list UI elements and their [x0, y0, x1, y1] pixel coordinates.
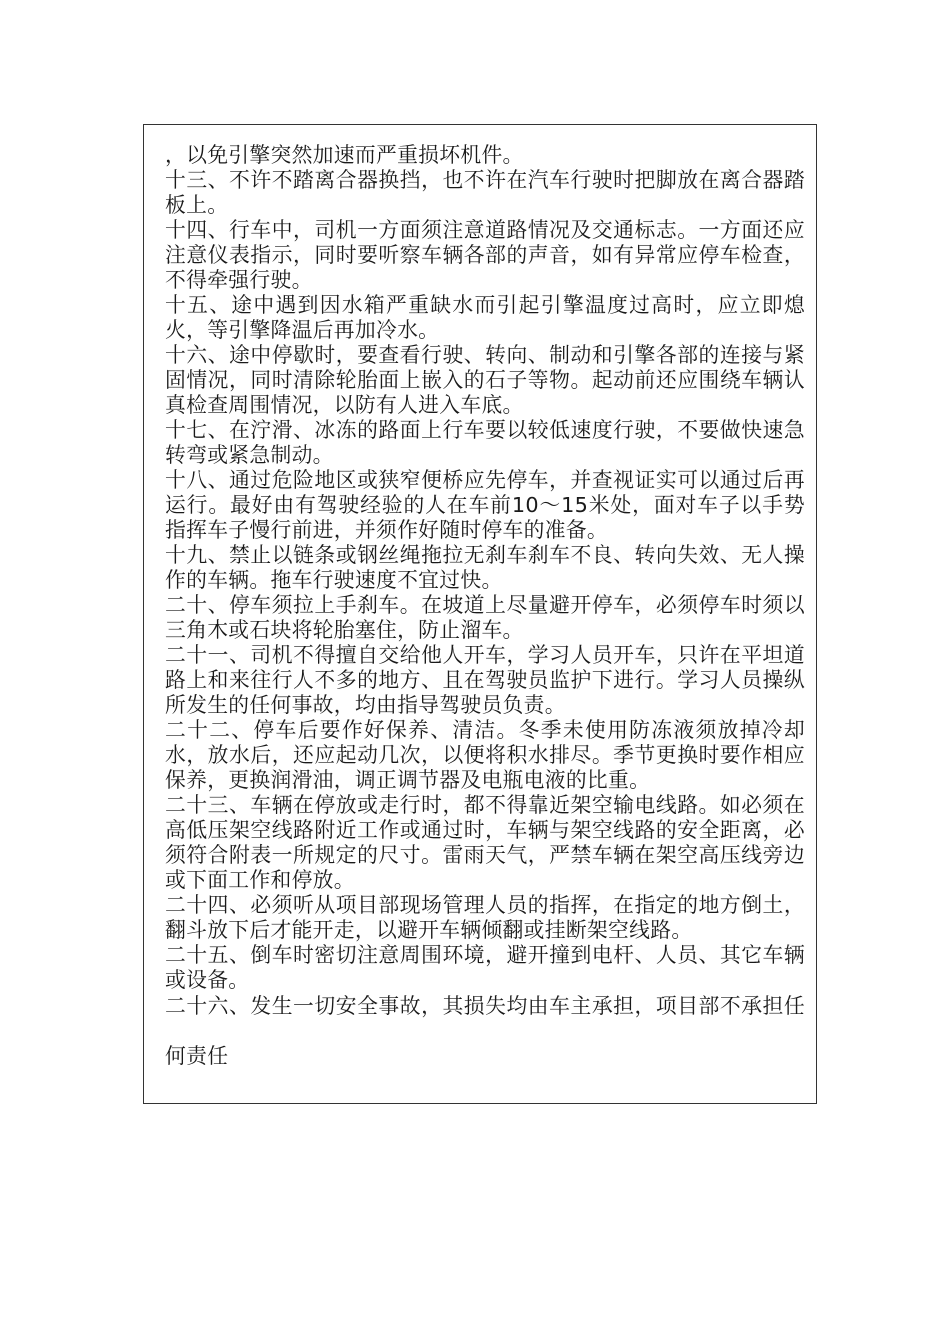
- document-frame: [143, 124, 817, 1104]
- paragraph-rule-20: 二十、停车须拉上手刹车。在坡道上尽量避开停车，必须停车时须以三角木或石块将轮胎塞住，防止溜车。: [165, 593, 805, 642]
- paragraph-rule-21: 二十一、司机不得擅自交给他人开车，学习人员开车，只许在平坦道路上和来往行人不多的地方、且在驾驶员监护下进行。学习人员操纵所发生的任何事故，均由指导驾驶员负责。: [165, 643, 805, 717]
- paragraph-rule-17: 十七、在泞滑、冰冻的路面上行车要以较低速度行驶，不要做快速急转弯或紧急制动。: [165, 418, 805, 467]
- paragraph-rule-14: 十四、行车中，司机一方面须注意道路情况及交通标志。一方面还应注意仪表指示，同时要听察车辆各部的声音，如有异常应停车检查，不得牵强行驶。: [165, 218, 805, 292]
- paragraph-rule-19: 十九、禁止以链条或钢丝绳拖拉无刹车刹车不良、转向失效、无人操作的车辆。拖车行驶速度不宜过快。: [165, 543, 805, 592]
- document-body: [165, 143, 805, 1081]
- paragraph-rule-15: 十五、途中遇到因水箱严重缺水而引起引擎温度过高时，应立即熄火，等引擎降温后再加冷水。: [165, 293, 805, 342]
- paragraph-rule-18: 十八、通过危险地区或狭窄便桥应先停车，并查视证实可以通过后再运行。最好由有驾驶经验的人在车前10～15米处，面对车子以手势指挥车子慢行前进，并须作好随时停车的准备。: [165, 468, 805, 542]
- paragraph-rule-24: 二十四、必须听从项目部现场管理人员的指挥，在指定的地方倒土，翻斗放下后才能开走，以避开车辆倾翻或挂断架空线路。: [165, 893, 805, 942]
- paragraph-rule-26: 二十六、发生一切安全事故，其损失均由车主承担，项目部不承担任何责任: [165, 994, 805, 1068]
- paragraph-rule-13: 十三、不许不踏离合器换挡，也不许在汽车行驶时把脚放在离合器踏板上。: [165, 168, 805, 217]
- paragraph-rule-22: 二十二、停车后要作好保养、清洁。冬季未使用防冻液须放掉冷却水，放水后，还应起动几次，以便将积水排尽。季节更换时要作相应保养，更换润滑油，调正调节器及电瓶电液的比重。: [165, 718, 805, 792]
- paragraph-rule-23: 二十三、车辆在停放或走行时，都不得靠近架空输电线路。如必须在高低压架空线路附近工作或通过时，车辆与架空线路的安全距离，必须符合附表一所规定的尺寸。雷雨天气，严禁车辆在架空高压线旁边或下面工作和停放。: [165, 793, 805, 892]
- paragraph-rule-25: 二十五、倒车时密切注意周围环境，避开撞到电杆、人员、其它车辆或设备。: [165, 943, 805, 992]
- paragraph-continuation: ，以免引擎突然加速而严重损坏机件。: [165, 143, 524, 167]
- paragraph-rule-16: 十六、途中停歇时，要查看行驶、转向、制动和引擎各部的连接与紧固情况，同时清除轮胎面上嵌入的石子等物。起动前还应围绕车辆认真检查周围情况，以防有人进入车底。: [165, 343, 805, 417]
